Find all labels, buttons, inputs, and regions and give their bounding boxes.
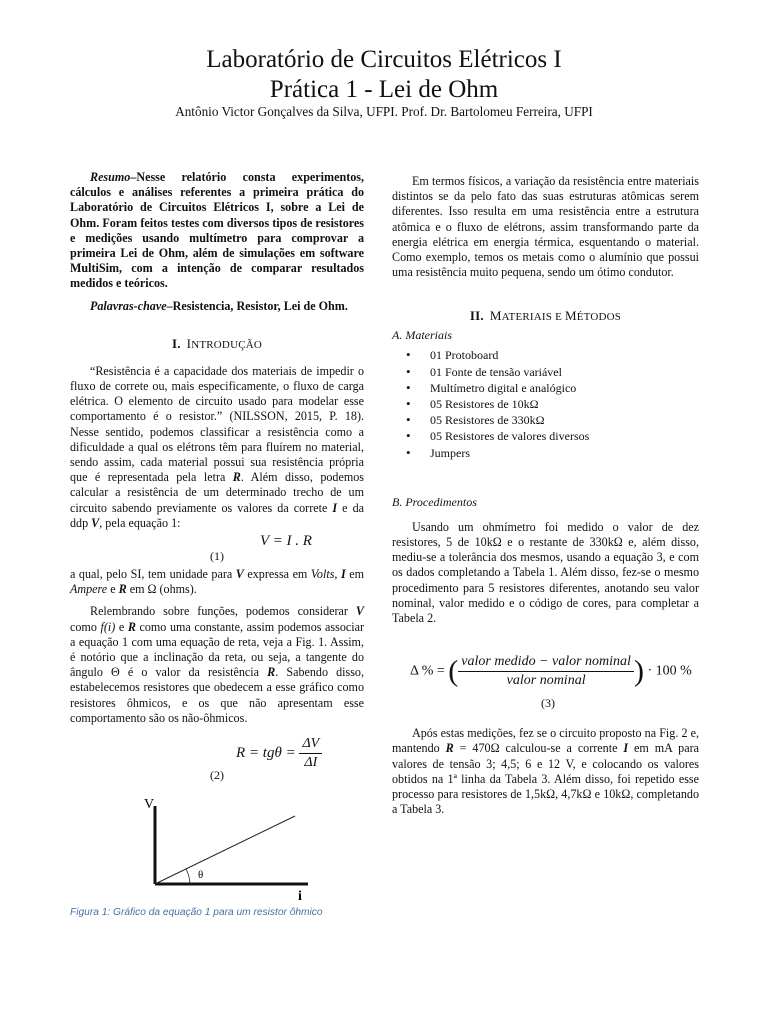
abstract-text: –Nesse relatório consta experimentos, cálculos e análises referentes a primeira prática do Laboratório de Circuitos Elétricos I, sobre a Lei de Ohm. Foram feitos testes com diversos tipos de resistores e medições usando multímetro para comprovar a primeira Lei de Ohm, além de simulações em software MultiSim, com a intenção de comparar resultados medidos e teóricos.: [70, 170, 364, 291]
list-item: • 05 Resistores de 330kΩ: [430, 412, 699, 428]
figure-1-graph: [130, 786, 320, 909]
keywords: [70, 299, 364, 314]
figure-1-svg: [130, 786, 320, 904]
figure-1-v-label: V: [144, 797, 155, 812]
list-item: • Jumpers: [430, 445, 699, 461]
equation-3: [392, 648, 699, 710]
figure-1-i-label: i: [298, 889, 302, 904]
subsection-materials: A. Materiais: [392, 328, 452, 343]
paper-title-line2: Prática 1 - Lei de Ohm: [269, 76, 499, 103]
physics-paragraph: Em termos físicos, a variação da resistência entre materiais distintos se da pelo fato das suas estruturas atômicas serem diferentes. Isso resulta em uma resistência entre a estrutura atômica e o fluxo de elétrons, assim transformando parte da energia elétrica em energia térmica, esquentando o material. Como exemplo, temos os metais como o alumínio que possui uma resistência muito pequena, sendo um ótimo condutor.: [392, 174, 699, 280]
equation-3-expression: Δ % = ( $\frac{\text{valor medido − valor nominal}}{\text{valor nominal}}$ ) · 100 %: [410, 654, 692, 689]
abstract: [70, 170, 364, 292]
list-item: • 01 Protoboard: [430, 347, 699, 363]
figure-1-caption: Figura 1: Gráfico da equação 1 para um resistor ôhmico: [70, 907, 323, 918]
equation-1-number: (1): [210, 549, 224, 564]
abstract-label: Resumo: [90, 170, 131, 184]
intro-paragraph-2: a qual, pelo SI, tem unidade para V expressa em Volts, I em Ampere e R em Ω (ohms).: [70, 567, 364, 597]
list-item: • 05 Resistores de valores diversos: [430, 428, 699, 444]
equation-1: [70, 531, 364, 563]
keywords-text: –Resistencia, Resistor, Lei de Ohm.: [166, 298, 348, 313]
right-column: [392, 174, 699, 817]
equation-3-number: (3): [541, 696, 555, 711]
intro-paragraph-1: “Resistência é a capacidade dos materiais de impedir o fluxo de correte ou, mais especificamente, o fluxo de carga elétrica. O elemento de circuito usado para modelar esse comportamento é o resistor.” (NILSSON, 2015, P. 18). Nesse sentido, podemos classificar a resistência como a dificuldade a qual os elétrons têm para fluírem no material, sendo assim, cada material possui sua resistência própria que é representada pela letra R. Além disso, podemos calcular a resistência de um determinado trecho de um circuito sabendo previamente os valores da correte I e da ddp V, pela equação 1:: [70, 363, 364, 530]
paper-authors: Antônio Victor Gonçalves da Silva, UFPI. Prof. Dr. Bartolomeu Ferreira, UFPI: [175, 104, 593, 119]
section-heading-materials-methods: II. MATERIAIS E MÉTODOS: [469, 308, 622, 324]
figure-1-resistance-line: [155, 816, 295, 884]
figure-1-theta-label: θ: [198, 869, 204, 881]
procedures-paragraph-2: Após estas medições, fez se o circuito proposto na Fig. 2 e, mantendo R = 470Ω calculou-se a corrente I em mA para valores de tensão 3; 4,5; 6 e 12 V, e colocando os valores obtidos na 1ª linha da Tabela 3. Além disso, foi repetido esse processo para resistores de 1,5kΩ, 4,7kΩ e 10kΩ, completando a Tabela 3.: [392, 726, 699, 817]
paper-title-line1: Laboratório de Circuitos Elétricos I: [206, 46, 562, 73]
materials-list: [392, 347, 699, 460]
equation-2: [70, 732, 364, 786]
keywords-label: Palavras-chave: [90, 298, 167, 313]
equation-1-expression: V = I . R: [260, 533, 312, 550]
subsection-procedures: B. Procedimentos: [392, 494, 477, 509]
section-heading-introduction: I. INTRODUÇÃO: [171, 335, 263, 351]
left-column: [70, 170, 364, 786]
intro-paragraph-3: Relembrando sobre funções, podemos considerar V como f(i) e R como uma constante, assim podemos associar a equação 1 com uma equação de reta, veja a Fig. 1. Assim, é notório que a inclinação da reta, ou seja, a tangente do ângulo Θ é o valor da resistência R. Sabendo disso, estabelecemos resistores que obedecem a esse gráfico como resistores ôhmicos, e os que não apresentam esse comportamento são os não-ôhmicos.: [70, 604, 365, 725]
procedures-paragraph-1: Usando um ohmímetro foi medido o valor de dez resistores, 5 de 10kΩ e o restante de 330kΩ e, além disso, mediu-se a tolerância dos mesmos, usando a equação 3, e com os dados completando a Tabela 1. Além disso, fez-se o mesmo procedimento para 5 resistores diferentes, anotando seu valor nominal, valor medido e o código de cores, para completar a Tabela 2.: [392, 519, 699, 626]
list-item: • 01 Fonte de tensão variável: [430, 364, 699, 380]
list-item: • Multímetro digital e analógico: [430, 380, 699, 396]
list-item: • 05 Resistores de 10kΩ: [430, 396, 699, 412]
equation-2-expression: R = tgθ = $\frac{\Delta V}{\Delta I}$: [236, 736, 322, 771]
equation-2-number: (2): [210, 768, 224, 783]
figure-1-angle-arc: [186, 869, 190, 884]
